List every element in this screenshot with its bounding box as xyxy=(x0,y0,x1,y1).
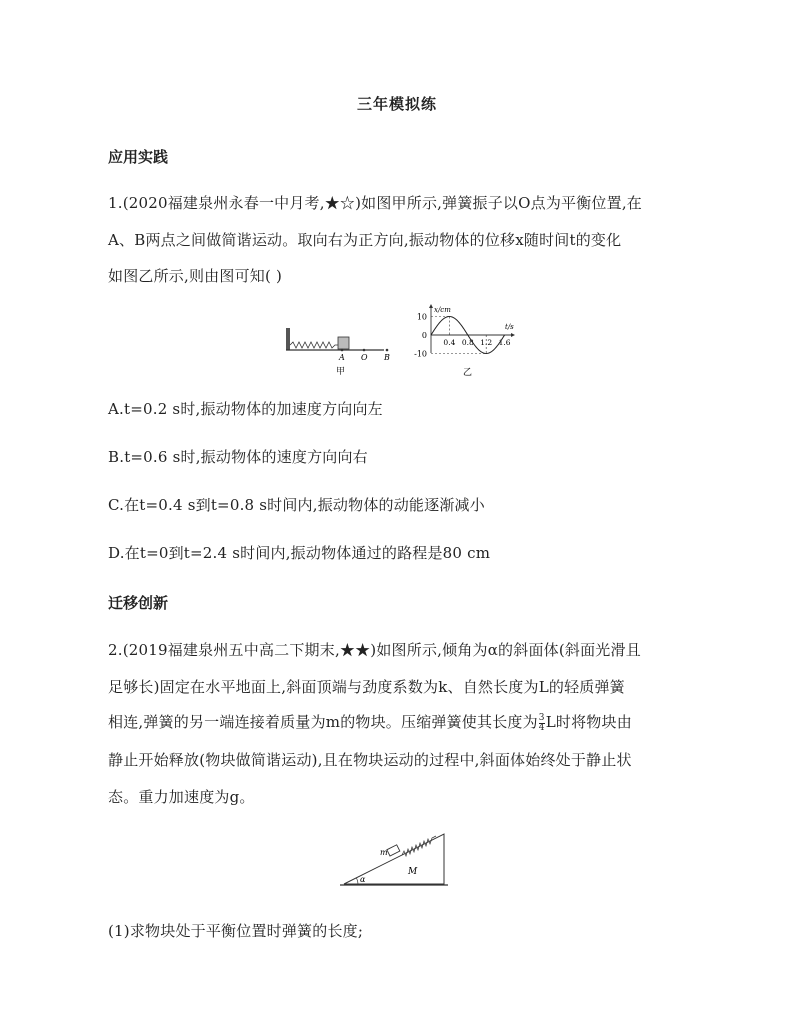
fraction-denominator: 4 xyxy=(538,722,545,733)
label-o: O xyxy=(361,353,368,362)
x-tick-label: 0.8 xyxy=(461,338,474,347)
q2-line-1: 2.(2019福建泉州五中高二下期末,★★)如图所示,倾角为α的斜面体(斜面光滑且 xyxy=(108,641,641,659)
spring xyxy=(290,342,338,348)
q1-line-1: 1.(2020福建泉州永春一中月考,★☆)如图甲所示,弹簧振子以O点为平衡位置,在 xyxy=(108,194,642,212)
q2-line-5: 态。重力加速度为g。 xyxy=(108,788,255,806)
point-o xyxy=(363,349,366,352)
q1-option-c: C.在t=0.4 s到t=0.8 s时间内,振动物体的动能逐渐减小 xyxy=(108,496,485,514)
y-axis-label: x/cm xyxy=(434,306,451,314)
caption-jia: 甲 xyxy=(336,367,346,377)
x-tick-label: 1.2 xyxy=(480,338,493,347)
t-axis-arrow xyxy=(511,333,515,337)
q2-line-2: 足够长)固定在水平地面上,斜面顶端与劲度系数为k、自然长度为L的轻质弹簧 xyxy=(108,678,625,696)
q2-line-3-post: L时将物块由 xyxy=(545,713,632,731)
x-tick-label: 1.6 xyxy=(498,338,511,347)
wall xyxy=(286,328,290,350)
label-b: B xyxy=(384,353,390,362)
q2-line-4: 静止开始释放(物块做简谐运动),且在物块运动的过程中,斜面体始终处于静止状 xyxy=(108,751,632,769)
block xyxy=(338,337,349,349)
point-b xyxy=(386,349,389,352)
x-axis-arrow xyxy=(429,304,433,308)
caption-yi: 乙 xyxy=(463,368,473,378)
point-a xyxy=(341,349,344,352)
fraction-numerator: 3 xyxy=(538,712,545,723)
q2-sub-1: (1)求物块处于平衡位置时弹簧的长度; xyxy=(108,922,364,940)
figure-jia-spring-oscillator xyxy=(284,326,404,378)
label-big-m: M xyxy=(408,867,418,877)
q1-line-3: 如图乙所示,则由图可知( ) xyxy=(108,267,283,285)
q1-line-2: A、B两点之间做简谐运动。取向右为正方向,振动物体的位移x随时间t的变化 xyxy=(108,231,622,249)
incline-block xyxy=(387,845,400,856)
figure-yi-xt-chart xyxy=(405,303,523,379)
q1-option-a: A.t=0.2 s时,振动物体的加速度方向向左 xyxy=(108,400,383,418)
q1-option-d: D.在t=0到t=2.4 s时间内,振动物体通过的路程是80 cm xyxy=(108,544,491,562)
page-title: 三年模拟练 xyxy=(356,95,437,113)
y-tick-label: -10 xyxy=(414,349,427,359)
fraction-three-quarters xyxy=(539,714,545,733)
section-heading-practice: 应用实践 xyxy=(108,148,169,166)
label-a: A xyxy=(339,353,345,362)
chart-axes xyxy=(414,304,515,359)
x-tick-label: 0.4 xyxy=(443,338,456,347)
q2-line-3 xyxy=(108,711,632,733)
label-m: m xyxy=(380,848,388,857)
section-heading-innovation: 迁移创新 xyxy=(108,594,169,612)
q1-option-b: B.t=0.6 s时,振动物体的速度方向向右 xyxy=(108,448,368,466)
y-tick-label: 10 xyxy=(416,312,427,322)
x-axis-label: t/s xyxy=(505,323,514,331)
q2-line-3-pre: 相连,弹簧的另一端连接着质量为m的物块。压缩弹簧使其长度为 xyxy=(108,713,538,731)
y-tick-label: 0 xyxy=(421,331,427,340)
figure-incline xyxy=(336,828,452,890)
label-alpha: α xyxy=(360,875,366,884)
